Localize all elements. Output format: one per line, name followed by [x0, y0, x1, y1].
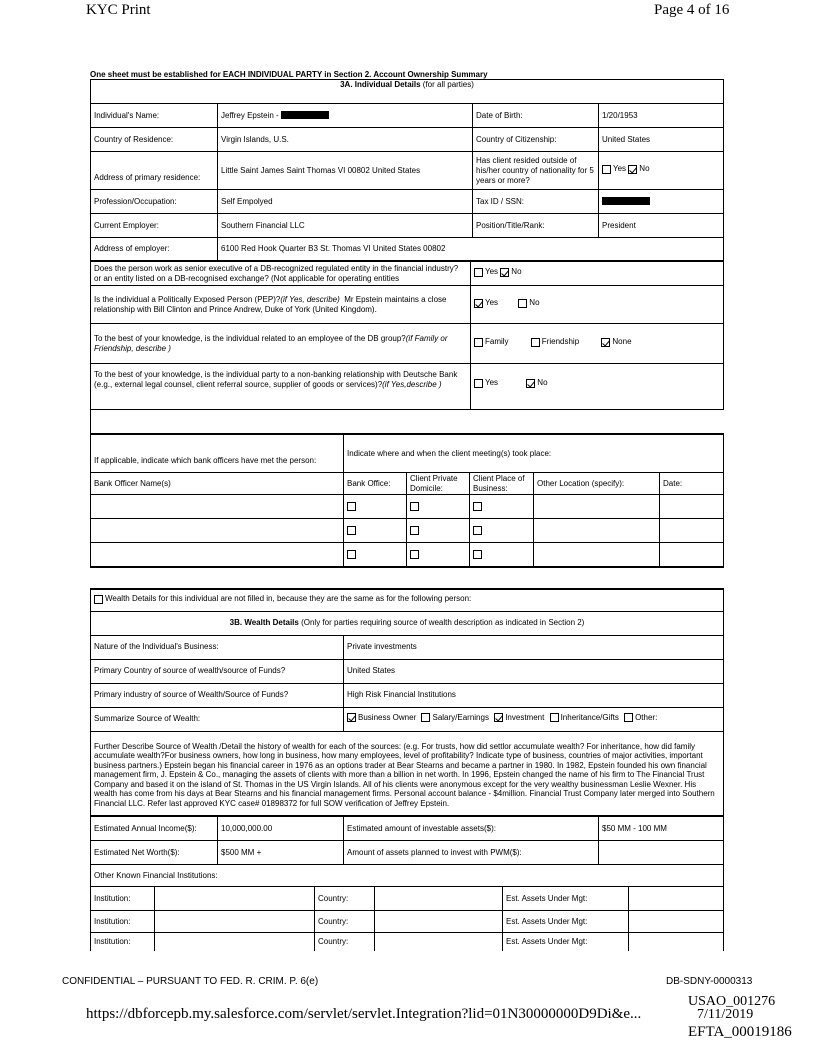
- exec-question: Does the person work as senior executive of a DB-recognized regulated entity in the financial industry? or an entity listed on a DB-recognised exchange? (Not applicable for operating entities: [91, 262, 471, 286]
- nonbank-question: To the best of your knowledge, is the individual party to a non-banking relationship with Deutsche Bank (e.g., external legal counsel, client referral source, supplier of goods or services)?(if Yes,describe ): [91, 364, 471, 410]
- table-row: [91, 911, 724, 933]
- investable-value: $50 MM - 100 MM: [599, 817, 724, 841]
- source-url: https://dbforcepb.my.salesforce.com/servlet/servlet.Integration?lid=01N30000000D9Di&e...: [86, 1006, 642, 1022]
- address-value: Little Saint James Saint Thomas VI 00802 United States: [218, 152, 473, 190]
- section-3b-title: 3B. Wealth Details (Only for parties requiring source of wealth description as indicated in Section 2): [91, 611, 724, 635]
- pwm-value: [599, 841, 724, 865]
- institution-value[interactable]: [155, 933, 315, 951]
- country-label: Country:: [315, 911, 375, 933]
- taxid-label: Tax ID / SSN:: [473, 190, 599, 214]
- nonbank-no-checkbox[interactable]: [526, 379, 535, 388]
- table-row: [91, 887, 724, 911]
- exec-no-checkbox[interactable]: [500, 268, 509, 277]
- dob-value: 1/20/1953: [599, 104, 724, 128]
- bank-office-checkbox[interactable]: [347, 550, 356, 559]
- employer-label: Current Employer:: [91, 214, 218, 238]
- institution-value[interactable]: [155, 911, 315, 933]
- salary-checkbox[interactable]: [421, 713, 430, 722]
- nonbank-yes-checkbox[interactable]: [474, 379, 483, 388]
- date-cell[interactable]: [660, 495, 724, 519]
- efta-stamp: EFTA_00019186: [688, 1024, 792, 1040]
- other-location-cell[interactable]: [534, 519, 660, 543]
- resided-options: Yes No: [599, 152, 724, 190]
- wealth-description: Further Describe Source of Wealth /Detail the history of wealth for each of the sources: (e.g. For trusts, how did settlor accumulate wealth? For inheritance, how did family accumulate wealth?For business owners, how long in business, how many employees, level of profitability? Indicate type of business, countries of major activities, important business partners.) Epstein began his financial career in 1976 as an options trader at Bear Stearns and became a partner in 1980. In 1982, Epstein founded his own financial management firm, J. Epstein & Co., managing the assets of clients with more than a billion in net worth. In 1996, Epstein changed the name of his firm to The Financial Trust Company and based it on the island of St. Thomas in the US Virgin Islands. All of his clients were anonymous except for the very wealthy businessman Leslie Wexner. His wealth has come from his days at Bear Stearns and his financial management firms. Personal account balance - $4million. Financial Trust Company later merged into Southern Financial LLC. Refer last approved KYC case# 01898372 for full SOW verification of Jeffrey Epstein.: [91, 731, 724, 815]
- exec-options: Yes No: [471, 262, 724, 286]
- country-label: Country:: [315, 887, 375, 911]
- assets-label: Est. Assets Under Mgt:: [503, 911, 629, 933]
- other-location-cell[interactable]: [534, 495, 660, 519]
- industry-value: High Risk Financial Institutions: [344, 683, 724, 707]
- name-value: Jeffrey Epstein -: [218, 104, 473, 128]
- section-3b-table: [90, 588, 724, 816]
- assets-value[interactable]: [629, 911, 724, 933]
- other-location-cell[interactable]: [534, 543, 660, 567]
- related-options: Family Friendship None: [471, 324, 724, 364]
- officers-label: If applicable, indicate which bank officers have met the person:: [91, 435, 344, 473]
- resided-label: Has client resided outside of his/her country of nationality for 5 years or more?: [473, 152, 599, 190]
- print-date: 7/11/2019: [697, 1007, 754, 1022]
- wealth-country-value: United States: [344, 659, 724, 683]
- residence-label: Country of Residence:: [91, 128, 218, 152]
- position-label: Position/Title/Rank:: [473, 214, 599, 238]
- financials-table: [90, 816, 724, 887]
- networth-value: $500 MM +: [218, 841, 344, 865]
- investment-checkbox[interactable]: [494, 713, 503, 722]
- nature-label: Nature of the Individual's Business:: [91, 635, 344, 659]
- bank-office-checkbox[interactable]: [347, 526, 356, 535]
- pep-yes-checkbox[interactable]: [474, 299, 483, 308]
- emp-address-label: Address of employer:: [91, 238, 218, 261]
- col-date: Date:: [660, 473, 724, 495]
- dob-label: Date of Birth:: [473, 104, 599, 128]
- table-row: [91, 495, 724, 519]
- business-place-checkbox[interactable]: [473, 550, 482, 559]
- assets-label: Est. Assets Under Mgt:: [503, 887, 629, 911]
- institutions-table: [90, 886, 724, 951]
- income-label: Estimated Annual Income($):: [91, 817, 218, 841]
- business-place-checkbox[interactable]: [473, 526, 482, 535]
- table-row: [91, 933, 724, 951]
- summarize-label: Summarize Source of Wealth:: [91, 707, 344, 731]
- table-row: [91, 543, 724, 567]
- section-3a-table: [90, 79, 724, 261]
- document-id: DB-SDNY-0000313: [666, 976, 753, 987]
- domicile-checkbox[interactable]: [410, 502, 419, 511]
- date-cell[interactable]: [660, 519, 724, 543]
- meeting-label: Indicate where and when the client meeting(s) took place:: [344, 435, 724, 473]
- usao-stamp: USAO_001276: [688, 994, 776, 1009]
- resided-yes-checkbox[interactable]: [602, 165, 611, 174]
- confidential-notice: CONFIDENTIAL – PURSUANT TO FED. R. CRIM. P. 6(e): [62, 976, 319, 987]
- officer-name-cell[interactable]: [91, 495, 344, 519]
- other-checkbox[interactable]: [624, 713, 633, 722]
- summarize-options: Business Owner Salary/Earnings Investment Inheritance/Gifts Other:: [344, 707, 724, 731]
- employer-value: Southern Financial LLC: [218, 214, 473, 238]
- officer-name-cell[interactable]: [91, 543, 344, 567]
- section-3a-title: 3A. Individual Details (for all parties): [91, 80, 724, 104]
- residence-value: Virgin Islands, U.S.: [218, 128, 473, 152]
- wealth-same-row: Wealth Details for this individual are not filled in, because they are the same as for the following person:: [91, 589, 724, 611]
- resided-no-checkbox[interactable]: [628, 165, 637, 174]
- country-value[interactable]: [375, 911, 503, 933]
- col-officer: Bank Officer Name(s): [91, 473, 344, 495]
- pwm-label: Amount of assets planned to invest with PWM($):: [344, 841, 599, 865]
- business-place-checkbox[interactable]: [473, 502, 482, 511]
- assets-label: Est. Assets Under Mgt:: [503, 933, 629, 951]
- profession-value: Self Empolyed: [218, 190, 473, 214]
- domicile-checkbox[interactable]: [410, 550, 419, 559]
- wealth-country-label: Primary Country of source of wealth/source of Funds?: [91, 659, 344, 683]
- citizenship-label: Country of Citizenship:: [473, 128, 599, 152]
- assets-value[interactable]: [629, 887, 724, 911]
- domicile-checkbox[interactable]: [410, 526, 419, 535]
- date-cell[interactable]: [660, 543, 724, 567]
- networth-label: Estimated Net Worth($):: [91, 841, 218, 865]
- nonbank-options: Yes No: [471, 364, 724, 410]
- redaction-box: [602, 197, 650, 205]
- country-value[interactable]: [375, 933, 503, 951]
- col-business: Client Place of Business:: [470, 473, 534, 495]
- name-label: Individual's Name:: [91, 104, 218, 128]
- bank-office-checkbox[interactable]: [347, 502, 356, 511]
- institution-label: Institution:: [91, 911, 155, 933]
- industry-label: Primary industry of source of Wealth/Source of Funds?: [91, 683, 344, 707]
- taxid-value: [599, 190, 724, 214]
- profession-label: Profession/Occupation:: [91, 190, 218, 214]
- questions-table: [90, 261, 724, 434]
- exec-yes-checkbox[interactable]: [474, 268, 483, 277]
- nature-value: Private investments: [344, 635, 724, 659]
- income-value: 10,000,000.00: [218, 817, 344, 841]
- business-owner-checkbox[interactable]: [347, 713, 356, 722]
- institution-label: Institution:: [91, 887, 155, 911]
- print-header-title: KYC Print: [86, 2, 151, 18]
- related-question: To the best of your knowledge, is the individual related to an employee of the DB group?(if Family or Friendship, describe ): [91, 324, 471, 364]
- wealth-same-checkbox[interactable]: [94, 595, 103, 604]
- investable-label: Estimated amount of investable assets($):: [344, 817, 599, 841]
- friendship-checkbox[interactable]: [531, 338, 540, 347]
- country-value[interactable]: [375, 887, 503, 911]
- citizenship-value: United States: [599, 128, 724, 152]
- institution-value[interactable]: [155, 887, 315, 911]
- meetings-table: [90, 434, 724, 568]
- inheritance-checkbox[interactable]: [550, 713, 559, 722]
- other-institutions-label: Other Known Financial Institutions:: [91, 865, 724, 887]
- institution-label: Institution:: [91, 933, 155, 951]
- emp-address-value: 6100 Red Hook Quarter B3 St. Thomas VI United States 00802: [218, 238, 724, 261]
- pep-no-checkbox[interactable]: [518, 299, 527, 308]
- table-row: [91, 519, 724, 543]
- position-value: President: [599, 214, 724, 238]
- pep-question: Is the individual a Politically Exposed Person (PEP)?(if Yes, describe) Mr Epstein maintains a close relationship with Bill Clinton and Prince Andrew, Duke of York (United Kingdom).: [91, 286, 471, 324]
- pep-options: Yes No: [471, 286, 724, 324]
- redaction-box: [281, 111, 329, 119]
- assets-value[interactable]: [629, 933, 724, 951]
- instruction-text: One sheet must be established for EACH INDIVIDUAL PARTY in Section 2. Account Ownership Summary: [90, 70, 488, 79]
- family-checkbox[interactable]: [474, 338, 483, 347]
- none-checkbox[interactable]: [601, 338, 610, 347]
- col-office: Bank Office:: [344, 473, 407, 495]
- col-domicile: Client Private Domicile:: [407, 473, 470, 495]
- page-number: Page 4 of 16: [654, 2, 730, 18]
- officer-name-cell[interactable]: [91, 519, 344, 543]
- country-label: Country:: [315, 933, 375, 951]
- col-other: Other Location (specify):: [534, 473, 660, 495]
- address-label: Address of primary residence:: [91, 152, 218, 190]
- spacer-row: [91, 410, 724, 434]
